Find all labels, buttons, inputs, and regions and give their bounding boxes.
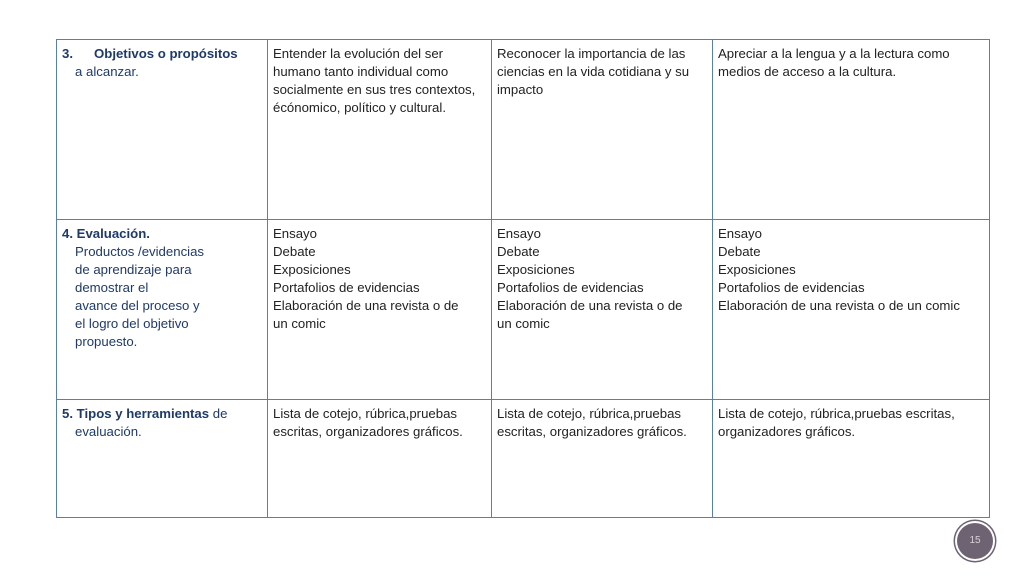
row-title-line: propuesto. <box>75 334 138 349</box>
cell-line: Elaboración de una revista o de un comic <box>718 298 960 313</box>
cell-line: un comic <box>497 316 550 331</box>
table-cell <box>268 220 492 400</box>
cell-line: organizadores gráficos. <box>718 424 856 439</box>
cell-line: ciencias en la vida cotidiana y su <box>497 64 690 79</box>
cell-line: Reconocer la importancia de las <box>497 46 686 61</box>
table-row <box>57 40 990 220</box>
row-heading <box>57 400 268 518</box>
row-title: Objetivos o propósitos <box>94 46 238 61</box>
cell-line: humano tanto individual como <box>273 64 449 79</box>
cell-line: Elaboración de una revista o de <box>273 298 459 313</box>
row-title-suffix: de <box>209 406 228 421</box>
table-row <box>57 220 990 400</box>
cell-line: Entender la evolución del ser <box>273 46 444 61</box>
cell-line: impacto <box>497 82 544 97</box>
table-cell <box>268 400 492 518</box>
row-title-line: demostrar el <box>75 280 149 295</box>
cell-line: Lista de cotejo, rúbrica,pruebas escritas, <box>718 406 955 421</box>
cell-line: Ensayo <box>718 226 762 241</box>
row-title-line: de aprendizaje para <box>75 262 192 277</box>
cell-line: Ensayo <box>497 226 541 241</box>
row-title-rest: a alcanzar. <box>75 64 139 79</box>
table-cell <box>713 220 990 400</box>
row-title-line: avance del proceso y <box>75 298 200 313</box>
row-title-line: Productos /evidencias <box>75 244 205 259</box>
cell-line: écónomico, político y cultural. <box>273 100 446 115</box>
cell-line: Exposiciones <box>718 262 796 277</box>
row-heading <box>57 40 268 220</box>
row-title-rest: evaluación. <box>75 424 142 439</box>
table-cell <box>713 40 990 220</box>
table-cell <box>268 40 492 220</box>
cell-line: socialmente en sus tres contextos, <box>273 82 476 97</box>
course-table <box>56 39 990 518</box>
row-heading <box>57 220 268 400</box>
row-title: 5. Tipos y herramientas <box>62 406 210 421</box>
cell-line: Ensayo <box>273 226 317 241</box>
cell-line: Elaboración de una revista o de <box>497 298 683 313</box>
cell-line: Exposiciones <box>273 262 351 277</box>
cell-line: Debate <box>497 244 540 259</box>
row-number: 3. <box>62 46 73 61</box>
table-cell <box>492 40 713 220</box>
cell-line: medios de acceso a la cultura. <box>718 64 897 79</box>
cell-line: Debate <box>718 244 761 259</box>
cell-line: Exposiciones <box>497 262 575 277</box>
table-row <box>57 400 990 518</box>
cell-line: Debate <box>273 244 316 259</box>
table-cell <box>492 220 713 400</box>
row-title: 4. Evaluación. <box>62 226 150 241</box>
cell-line: Lista de cotejo, rúbrica,pruebas <box>273 406 458 421</box>
cell-line: escritas, organizadores gráficos. <box>273 424 463 439</box>
table-cell <box>713 400 990 518</box>
cell-line: Lista de cotejo, rúbrica,pruebas <box>497 406 682 421</box>
table-cell <box>492 400 713 518</box>
cell-line: escritas, organizadores gráficos. <box>497 424 687 439</box>
cell-line: Apreciar a la lengua y a la lectura como <box>718 46 950 61</box>
cell-line: Portafolios de evidencias <box>718 280 865 295</box>
slide-number-badge: 15 <box>957 523 993 559</box>
cell-line: Portafolios de evidencias <box>497 280 644 295</box>
cell-line: un comic <box>273 316 326 331</box>
row-title-line: el logro del objetivo <box>75 316 189 331</box>
cell-line: Portafolios de evidencias <box>273 280 420 295</box>
